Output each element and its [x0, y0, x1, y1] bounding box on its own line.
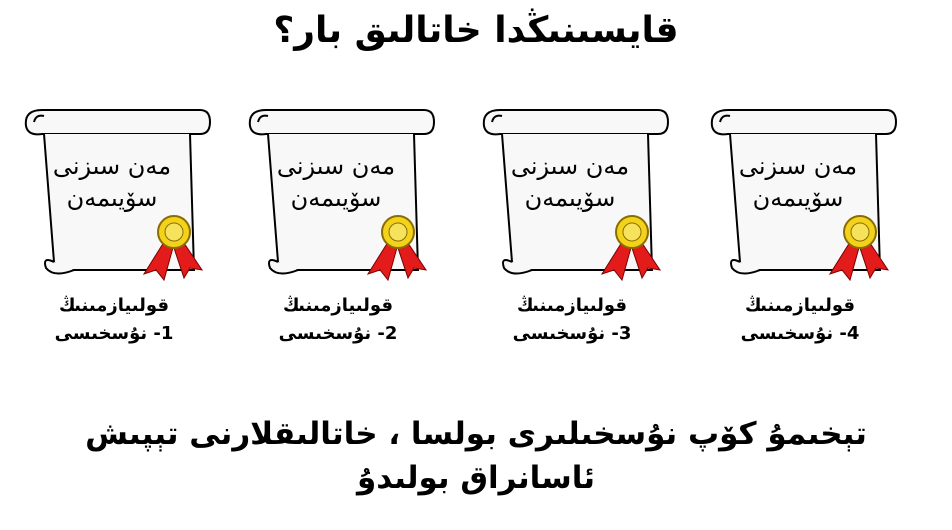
footer-line-2: ئاسانراق بولىدۇ	[356, 460, 595, 496]
certificate-2	[238, 92, 438, 344]
certificate-caption	[700, 292, 900, 348]
certificate-1	[14, 92, 214, 344]
caption-line-1: قولىيازمىنىڭ	[58, 295, 169, 316]
certificate-4	[700, 92, 900, 344]
certificate-text: مەن سىزنى سۆيىمەن	[738, 152, 858, 212]
certificate-caption	[14, 292, 214, 348]
caption-line-2: 4- نۇسخىسى	[740, 323, 860, 344]
certificate-caption	[472, 292, 672, 348]
caption-line-2: 3- نۇسخىسى	[512, 323, 632, 344]
certificate-text: مەن سىزنى سۆيىمەن	[276, 152, 396, 212]
caption-line-1: قولىيازمىنىڭ	[282, 295, 393, 316]
caption-line-1: قولىيازمىنىڭ	[516, 295, 627, 316]
caption-line-1: قولىيازمىنىڭ	[744, 295, 855, 316]
page-title: قايسىنىڭدا خاتالىق بار؟	[273, 10, 679, 51]
certificate-text: مەن سىزنى سۆيىمەن	[510, 152, 630, 212]
certificate-caption	[238, 292, 438, 348]
certificate-3	[472, 92, 672, 344]
footer-text	[0, 412, 952, 500]
caption-line-2: 2- نۇسخىسى	[278, 323, 398, 344]
certificate-text: مەن سىزنى سۆيىمەن	[52, 152, 172, 212]
footer-line-1: تېخىمۇ كۆپ نۇسخىلىرى بولسا ، خاتالىقلارنى تېپىش	[85, 416, 867, 452]
caption-line-2: 1- نۇسخىسى	[54, 323, 174, 344]
